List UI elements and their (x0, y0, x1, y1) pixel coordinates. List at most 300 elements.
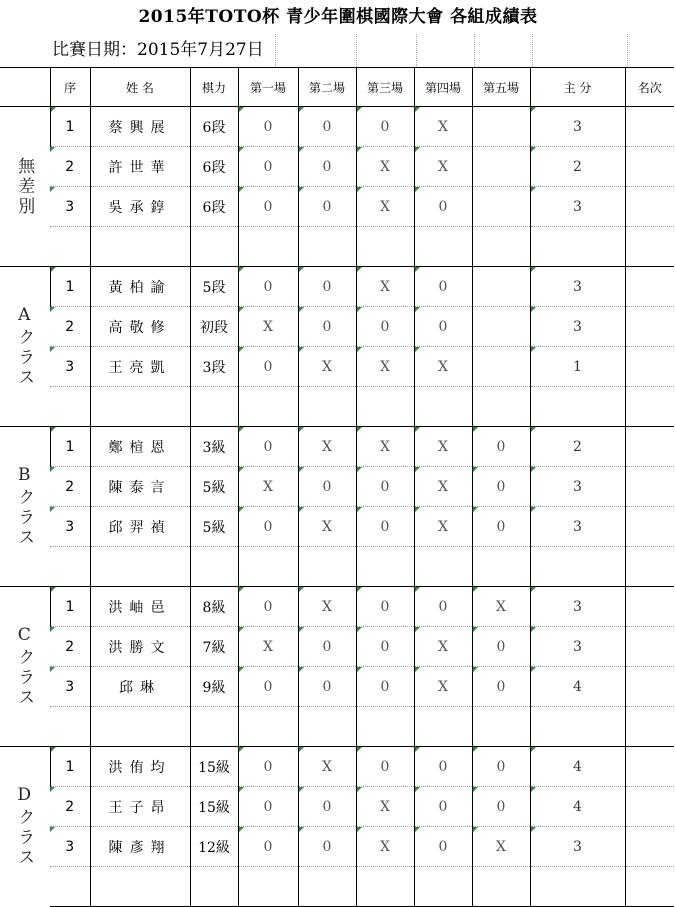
cell-marker (357, 307, 362, 312)
cell-marker (473, 427, 478, 432)
player-rank: 6段 (190, 147, 238, 187)
grid-line (627, 34, 628, 67)
cell-marker (299, 587, 304, 592)
empty-cell (238, 387, 298, 427)
player-name: 高敬修 (90, 307, 190, 347)
empty-cell (472, 707, 530, 747)
cell-marker (531, 747, 536, 752)
game-2-result: 0 (298, 667, 356, 707)
empty-cell (50, 547, 90, 587)
empty-cell (414, 547, 472, 587)
cell-marker (531, 187, 536, 192)
empty-cell (356, 387, 414, 427)
game-1-result: X (238, 307, 298, 347)
cell-marker (239, 307, 244, 312)
game-3-result: X (356, 427, 414, 467)
place-cell (625, 347, 674, 387)
cell-marker (415, 787, 420, 792)
game-2-result: 0 (298, 827, 356, 867)
empty-cell (414, 867, 472, 907)
cell-marker (50, 667, 55, 672)
empty-cell (530, 227, 625, 267)
player-rank: 初段 (190, 307, 238, 347)
player-name: 王亮凱 (90, 347, 190, 387)
game-2-result: X (298, 347, 356, 387)
cell-marker (415, 107, 420, 112)
cell-marker (357, 427, 362, 432)
game-3-result: X (356, 827, 414, 867)
empty-cell (625, 867, 674, 907)
game-1-result: X (238, 467, 298, 507)
empty-cell (472, 387, 530, 427)
empty-cell (50, 867, 90, 907)
seq-cell: 3 (50, 827, 90, 867)
cell-marker (239, 267, 244, 272)
cell-marker (299, 627, 304, 632)
cell-marker (239, 147, 244, 152)
seq-cell: 1 (50, 747, 90, 787)
table-row (0, 667, 674, 707)
score-header: 主 分 (530, 68, 625, 107)
cell-marker (50, 507, 55, 512)
game-5-result (472, 347, 530, 387)
cell-marker (357, 107, 362, 112)
cell-marker (357, 667, 362, 672)
player-rank: 9級 (190, 667, 238, 707)
empty-cell (414, 707, 472, 747)
seq-cell: 3 (50, 347, 90, 387)
cell-marker (239, 507, 244, 512)
table-row (0, 347, 674, 387)
empty-cell (530, 707, 625, 747)
game-2-result: X (298, 587, 356, 627)
cell-marker (299, 507, 304, 512)
grid-line (532, 34, 533, 67)
cell-marker (531, 787, 536, 792)
game-4-result: X (414, 347, 472, 387)
game-3-result: 0 (356, 587, 414, 627)
game-4-result: X (414, 107, 472, 147)
cell-marker (357, 587, 362, 592)
empty-cell (298, 387, 356, 427)
player-name: 蔡興展 (90, 107, 190, 147)
cell-marker (531, 347, 536, 352)
empty-cell (50, 387, 90, 427)
score-cell: 3 (530, 587, 625, 627)
rank-header: 棋力 (190, 68, 238, 107)
header-row (0, 68, 674, 107)
grid-line (356, 34, 357, 67)
cell-marker (357, 467, 362, 472)
empty-cell (238, 227, 298, 267)
cell-marker (473, 827, 478, 832)
empty-cell (238, 547, 298, 587)
table-row (0, 507, 674, 547)
place-cell (625, 747, 674, 787)
table-row (0, 267, 674, 307)
table-row (0, 427, 674, 467)
empty-cell (625, 227, 674, 267)
game4-header: 第四場 (414, 68, 472, 107)
game3-header: 第三場 (356, 68, 414, 107)
score-cell: 4 (530, 747, 625, 787)
cell-marker (50, 347, 55, 352)
place-cell (625, 267, 674, 307)
player-rank: 6段 (190, 107, 238, 147)
cell-marker (51, 587, 56, 592)
player-name: 洪勝文 (90, 627, 190, 667)
game-5-result (472, 267, 530, 307)
name-header: 姓 名 (90, 68, 190, 107)
empty-cell (472, 227, 530, 267)
cell-marker (51, 427, 56, 432)
empty-cell (625, 707, 674, 747)
seq-cell: 1 (50, 107, 90, 147)
game-4-result: X (414, 627, 472, 667)
seq-header: 序 (50, 68, 90, 107)
game-5-result: 0 (472, 787, 530, 827)
cell-marker (299, 107, 304, 112)
score-cell: 2 (530, 147, 625, 187)
player-rank: 8級 (190, 587, 238, 627)
cell-marker (299, 467, 304, 472)
empty-cell (530, 867, 625, 907)
score-cell: 4 (530, 667, 625, 707)
cell-marker (531, 627, 536, 632)
game-3-result: X (356, 347, 414, 387)
place-cell (625, 507, 674, 547)
cell-marker (239, 787, 244, 792)
date-row (0, 34, 676, 67)
game-5-result: 0 (472, 467, 530, 507)
empty-cell (90, 547, 190, 587)
score-cell: 2 (530, 427, 625, 467)
table-row (0, 827, 674, 867)
game-5-result: 0 (472, 627, 530, 667)
empty-cell (298, 227, 356, 267)
cell-marker (299, 267, 304, 272)
cell-marker (239, 667, 244, 672)
cell-marker (51, 267, 56, 272)
cell-marker (531, 107, 536, 112)
cell-marker (357, 827, 362, 832)
game-5-result (472, 147, 530, 187)
score-cell: 3 (530, 507, 625, 547)
place-cell (625, 827, 674, 867)
page-title: 2015年TOTO杯 青少年圍棋國際大會 各組成績表 (138, 7, 538, 27)
player-rank: 12級 (190, 827, 238, 867)
place-cell (625, 147, 674, 187)
game-4-result: 0 (414, 587, 472, 627)
game-2-result: 0 (298, 187, 356, 227)
seq-cell: 3 (50, 667, 90, 707)
cell-marker (239, 627, 244, 632)
game-1-result: X (238, 627, 298, 667)
empty-cell (530, 387, 625, 427)
cell-marker (415, 147, 420, 152)
player-name: 洪侑均 (90, 747, 190, 787)
player-name: 邱琳 (90, 667, 190, 707)
score-cell: 4 (530, 787, 625, 827)
cell-marker (50, 307, 55, 312)
cell-marker (357, 507, 362, 512)
game2-header: 第二場 (298, 68, 356, 107)
empty-cell (190, 707, 238, 747)
cell-marker (357, 187, 362, 192)
cell-marker (50, 627, 55, 632)
cell-marker (357, 147, 362, 152)
player-rank: 7級 (190, 627, 238, 667)
empty-cell (356, 547, 414, 587)
player-name: 鄭楦恩 (90, 427, 190, 467)
cell-marker (239, 827, 244, 832)
game-1-result: 0 (238, 347, 298, 387)
game-3-result: 0 (356, 627, 414, 667)
cell-marker (531, 307, 536, 312)
place-cell (625, 307, 674, 347)
cell-marker (50, 467, 55, 472)
game-3-result: X (356, 147, 414, 187)
group-label: Dクラス (0, 747, 50, 907)
place-cell (625, 107, 674, 147)
game-4-result: 0 (414, 307, 472, 347)
cell-marker (299, 667, 304, 672)
place-cell (625, 627, 674, 667)
game-5-result (472, 107, 530, 147)
table-row (0, 787, 674, 827)
table-row (0, 187, 674, 227)
game-3-result: 0 (356, 507, 414, 547)
player-rank: 6段 (190, 187, 238, 227)
game-5-result: X (472, 587, 530, 627)
player-rank: 5級 (190, 467, 238, 507)
table-row (0, 107, 674, 147)
cell-marker (415, 747, 420, 752)
cell-marker (531, 267, 536, 272)
score-cell: 3 (530, 187, 625, 227)
score-cell: 3 (530, 267, 625, 307)
empty-cell (298, 867, 356, 907)
seq-cell: 3 (50, 507, 90, 547)
cell-marker (239, 747, 244, 752)
game-3-result: 0 (356, 467, 414, 507)
game-1-result: 0 (238, 667, 298, 707)
seq-cell: 1 (50, 427, 90, 467)
game-1-result: 0 (238, 427, 298, 467)
game-4-result: 0 (414, 187, 472, 227)
cell-marker (299, 187, 304, 192)
game-4-result: X (414, 427, 472, 467)
game-2-result: 0 (298, 467, 356, 507)
score-cell: 3 (530, 107, 625, 147)
table-row (0, 747, 674, 787)
cell-marker (473, 747, 478, 752)
cell-marker (415, 667, 420, 672)
grid-line (416, 34, 417, 67)
results-table (0, 67, 674, 907)
cell-marker (51, 747, 56, 752)
player-name: 吳承錞 (90, 187, 190, 227)
empty-cell (190, 867, 238, 907)
cell-marker (415, 427, 420, 432)
empty-cell (190, 547, 238, 587)
cell-marker (473, 587, 478, 592)
spacer-row (0, 867, 674, 907)
seq-cell: 1 (50, 267, 90, 307)
player-name: 陳泰言 (90, 467, 190, 507)
cell-marker (531, 827, 536, 832)
empty-cell (50, 227, 90, 267)
game-4-result: X (414, 667, 472, 707)
table-row (0, 147, 674, 187)
game-3-result: 0 (356, 667, 414, 707)
cell-marker (473, 627, 478, 632)
empty-cell (238, 867, 298, 907)
empty-cell (530, 547, 625, 587)
game5-header: 第五場 (472, 68, 530, 107)
cell-marker (415, 587, 420, 592)
game-5-result: 0 (472, 427, 530, 467)
cell-marker (239, 347, 244, 352)
score-cell: 3 (530, 827, 625, 867)
cell-marker (415, 507, 420, 512)
empty-cell (298, 547, 356, 587)
table-row (0, 467, 674, 507)
game-2-result: X (298, 507, 356, 547)
score-cell: 3 (530, 307, 625, 347)
cell-marker (415, 467, 420, 472)
place-cell (625, 787, 674, 827)
table-row (0, 627, 674, 667)
score-cell: 3 (530, 467, 625, 507)
cell-marker (357, 747, 362, 752)
game-5-result (472, 187, 530, 227)
seq-cell: 1 (50, 587, 90, 627)
game-4-result: X (414, 467, 472, 507)
empty-cell (356, 227, 414, 267)
game-4-result: X (414, 507, 472, 547)
cell-marker (50, 787, 55, 792)
empty-cell (90, 867, 190, 907)
cell-marker (239, 427, 244, 432)
game-2-result: 0 (298, 147, 356, 187)
player-rank: 5級 (190, 507, 238, 547)
empty-cell (472, 867, 530, 907)
cell-marker (50, 147, 55, 152)
game-2-result: X (298, 747, 356, 787)
cell-marker (531, 147, 536, 152)
game-2-result: 0 (298, 107, 356, 147)
player-rank: 5段 (190, 267, 238, 307)
game-3-result: 0 (356, 307, 414, 347)
seq-cell: 2 (50, 787, 90, 827)
game-1-result: 0 (238, 827, 298, 867)
empty-cell (625, 547, 674, 587)
player-name: 邱羿禎 (90, 507, 190, 547)
game-5-result: 0 (472, 667, 530, 707)
game-3-result: 0 (356, 107, 414, 147)
game-5-result (472, 307, 530, 347)
player-rank: 3段 (190, 347, 238, 387)
spacer-row (0, 227, 674, 267)
cell-marker (473, 467, 478, 472)
player-rank: 15級 (190, 787, 238, 827)
empty-cell (90, 227, 190, 267)
empty-cell (190, 387, 238, 427)
cell-marker (531, 427, 536, 432)
game-3-result: X (356, 267, 414, 307)
game-2-result: 0 (298, 787, 356, 827)
cell-marker (299, 747, 304, 752)
game-1-result: 0 (238, 267, 298, 307)
player-name: 黃柏諭 (90, 267, 190, 307)
player-name: 陳彥翔 (90, 827, 190, 867)
game-3-result: X (356, 187, 414, 227)
cell-marker (357, 627, 362, 632)
game-1-result: 0 (238, 787, 298, 827)
cell-marker (415, 627, 420, 632)
cell-marker (299, 347, 304, 352)
game-1-result: 0 (238, 107, 298, 147)
group-header (0, 68, 50, 107)
empty-cell (414, 387, 472, 427)
game-1-result: 0 (238, 747, 298, 787)
game-1-result: 0 (238, 507, 298, 547)
seq-cell: 2 (50, 307, 90, 347)
cell-marker (473, 667, 478, 672)
cell-marker (50, 827, 55, 832)
game-2-result: 0 (298, 307, 356, 347)
place-cell (625, 587, 674, 627)
game-2-result: 0 (298, 267, 356, 307)
grid-line (474, 34, 475, 67)
cell-marker (299, 147, 304, 152)
empty-cell (414, 227, 472, 267)
place-cell (625, 467, 674, 507)
cell-marker (473, 787, 478, 792)
cell-marker (531, 507, 536, 512)
game-1-result: 0 (238, 587, 298, 627)
game-4-result: 0 (414, 747, 472, 787)
cell-marker (239, 587, 244, 592)
table-row (0, 307, 674, 347)
player-rank: 15級 (190, 747, 238, 787)
game-4-result: X (414, 147, 472, 187)
player-name: 王子昂 (90, 787, 190, 827)
game-4-result: 0 (414, 267, 472, 307)
game1-header: 第一場 (238, 68, 298, 107)
game-1-result: 0 (238, 147, 298, 187)
empty-cell (90, 387, 190, 427)
cell-marker (239, 107, 244, 112)
place-cell (625, 667, 674, 707)
game-5-result: 0 (472, 747, 530, 787)
cell-marker (50, 187, 55, 192)
place-cell (625, 187, 674, 227)
cell-marker (299, 427, 304, 432)
cell-marker (299, 827, 304, 832)
group-label: Bクラス (0, 427, 50, 587)
score-cell: 3 (530, 627, 625, 667)
empty-cell (625, 387, 674, 427)
cell-marker (415, 187, 420, 192)
game-5-result: X (472, 827, 530, 867)
cell-marker (415, 307, 420, 312)
empty-cell (356, 707, 414, 747)
game-3-result: X (356, 787, 414, 827)
empty-cell (90, 707, 190, 747)
seq-cell: 2 (50, 627, 90, 667)
